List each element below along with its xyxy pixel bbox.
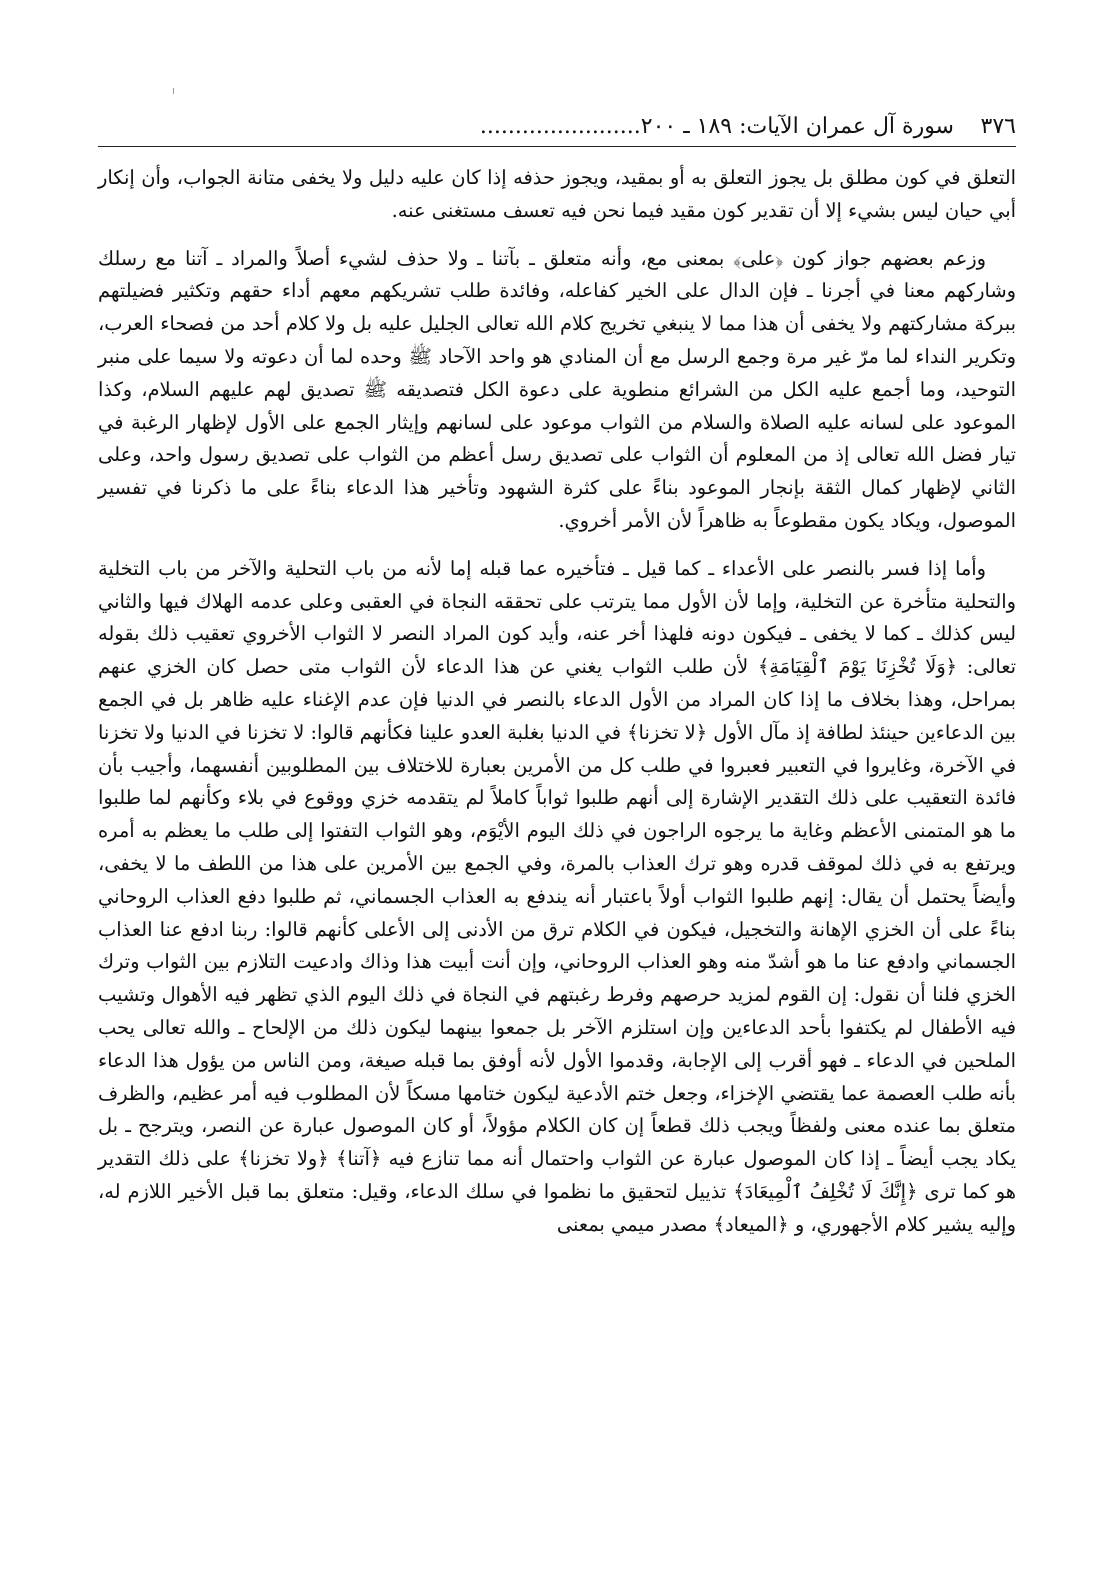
paragraph-3: وأما إذا فسر بالنصر على الأعداء ـ كما قيل ـ فتأخيره عما قبله إما لأنه من باب التحلية والآخر من باب التخلية والتحلية متأخرة عن التخلية، وإما لأن الأول مما يترتب على تحققه النجاة في العقبى وعلى عدمه الهلاك فيها والثاني ليس كذلك ـ كما لا يخفى ـ فيكون دونه فلهذا أخر عنه، وأيد كون المراد النصر لا الثواب الأخروي تعقيب ذلك بقوله تعالى: ﴿وَلَا تُخْزِنَا يَوْمَ ٱلْقِيَامَةِ﴾ لأن طلب الثواب يغني عن هذا الدعاء لأن الثواب متى حصل كان الخزي عنهم بمراحل، وهذا بخلاف ما إذا كان المراد من الأول الدعاء بالنصر في الدنيا فإن عدم الإغناء عليه ظاهر بل في الجمع بين الدعاءين حينئذ لطافة إذ مآل الأول ﴿لا تخزنا﴾ في الدنيا بغلبة العدو علينا فكأنهم قالوا: لا تخزنا في الدنيا ولا تخزنا في الآخرة، وغايروا في التعبير فعبروا في طلب كل من الأمرين بعبارة للاختلاف بين المطلوبين أنفسهما، وأجيب بأن فائدة التعقيب على ذلك التقدير الإشارة إلى أنهم طلبوا ثواباً كاملاً لم يتقدمه خزي ووقوع في بلاء وكأنهم لما طلبوا ما هو المتمنى الأعظم وغاية ما يرجوه الراجون في ذلك اليوم الأيْوَم، وهو الثواب التفتوا إلى طلب ما يعظم به أمره ويرتفع به في ذلك لموقف قدره وهو ترك العذاب بالمرة، وفي الجمع بين الأمرين على هذا من اللطف ما لا يخفى، وأيضاً يحتمل أن يقال: إنهم طلبوا الثواب أولاً باعتبار أنه يندفع به العذاب الجسماني، ثم طلبوا دفع العذاب الروحاني بناءً على أن الخزي الإهانة والتخجيل، فيكون في الكلام ترق من الأدنى إلى الأعلى كأنهم قالوا: ربنا ادفع عنا العذاب الجسماني وادفع عنا ما هو أشدّ منه وهو العذاب الروحاني، وإن أنت أبيت هذا وذاك وادعيت التلازم بين الثواب وترك الخزي فلنا أن نقول: إن القوم لمزيد حرصهم وفرط رغبتهم في النجاة في ذلك اليوم الذي تظهر فيه الأهوال وتشيب فيه الأطفال لم يكتفوا بأحد الدعاءين وإن استلزم الآخر بل جمعوا بينهما ليكون ذلك من الإلحاح ـ والله تعالى يحب الملحين في الدعاء ـ فهو أقرب إلى الإجابة، وقدموا الأول لأنه أوفق بما قبله صيغة، ومن الناس من يؤول هذا الدعاء بأنه طلب العصمة عما يقتضي الإخزاء، وجعل ختم الأدعية ليكون ختامها مسكاً لأن المطلوب فيه أمر عظيم، والظرف متعلق بما عنده معنى ولفظاً ويجب ذلك قطعاً إن كان الكلام مؤولاً، أو كان الموصول عبارة عن النصر، ويترجح ـ بل يكاد يجب أيضاً ـ إذا كان الموصول عبارة عن الثواب واحتمال أنه مما تنازع فيه ﴿آتنا﴾ ﴿ولا تخزنا﴾ على ذلك التقدير هو كما ترى ﴿إِنَّكَ لَا تُخْلِفُ ٱلْمِيعَادَ﴾ تذييل لتحقيق ما نظموا في سلك الدعاء، وقيل: متعلق بما قبل الأخير اللازم له، وإليه يشير كلام الأجهوري، و ﴿الميعاد﴾ مصدر ميمي بمعنى xyxy=(98,556,1016,1236)
header-running-line xyxy=(98,110,954,144)
page-body xyxy=(98,162,1016,1242)
surah-title: سورة آل عمران الآيات: ١٨٩ ـ ٢٠٠ xyxy=(640,114,954,139)
page-number: ٣٧٦ xyxy=(980,114,1016,139)
paragraph-2: وزعم بعضهم جواز كون ﴿على﴾ بمعنى مع، وأنه متعلق ـ بآتنا ـ ولا حذف لشيء أصلاً والمراد ـ آتنا مع رسلك وشاركهم معنا في أجرنا ـ فإن الدال على الخير كفاعله، وفائدة طلب تشريكهم معهم أداء حقهم وتكثير فضيلتهم ببركة مشاركتهم ولا يخفى أن هذا مما لا ينبغي تخريج كلام الله تعالى الجليل عليه بل ولا كلام أحد من فصحاء العرب، وتكرير النداء لما مرّ غير مرة وجمع الرسل مع أن المنادي هو واحد الآحاد ﷺ وحده لما أن دعوته ولا سيما على منبر التوحيد، وما أجمع عليه الكل من الشرائع منطوية على دعوة الكل فتصديقه ﷺ تصديق لهم عليهم السلام، وكذا الموعود على لسانه عليه الصلاة والسلام من الثواب موعود على لسانهم وإيثار الجمع على الأول لإظهار الرغبة في تيار فضل الله تعالى إذ من المعلوم أن الثواب على تصديق رسل أعظم من الثواب على تصديق رسول واحد، وعلى الثاني لإظهار كمال الثقة بإنجار الموعود بناءً على كثرة الشهود وتأخير هذا الدعاء بناءً على ما ذكرنا في تفسير الموصول، ويكاد يكون مقطوعاً به ظاهراً لأن الأمر أخروي. xyxy=(98,246,1016,532)
header-rule xyxy=(98,146,1016,147)
paragraph-1: التعلق في كون مطلق بل يجوز التعلق به أو بمقيد، ويجوز حذفه إذا كان عليه دليل ولا يخفى متانة الجواب، وأن إنكار أبي حيان ليس بشيء إلا أن تقدير كون مقيد فيما نحن فيه تعسف مستغنى عنه. xyxy=(98,166,1016,222)
margin-mark xyxy=(173,88,174,94)
leader-dots: ....................... xyxy=(479,114,641,139)
running-header xyxy=(98,110,1016,144)
